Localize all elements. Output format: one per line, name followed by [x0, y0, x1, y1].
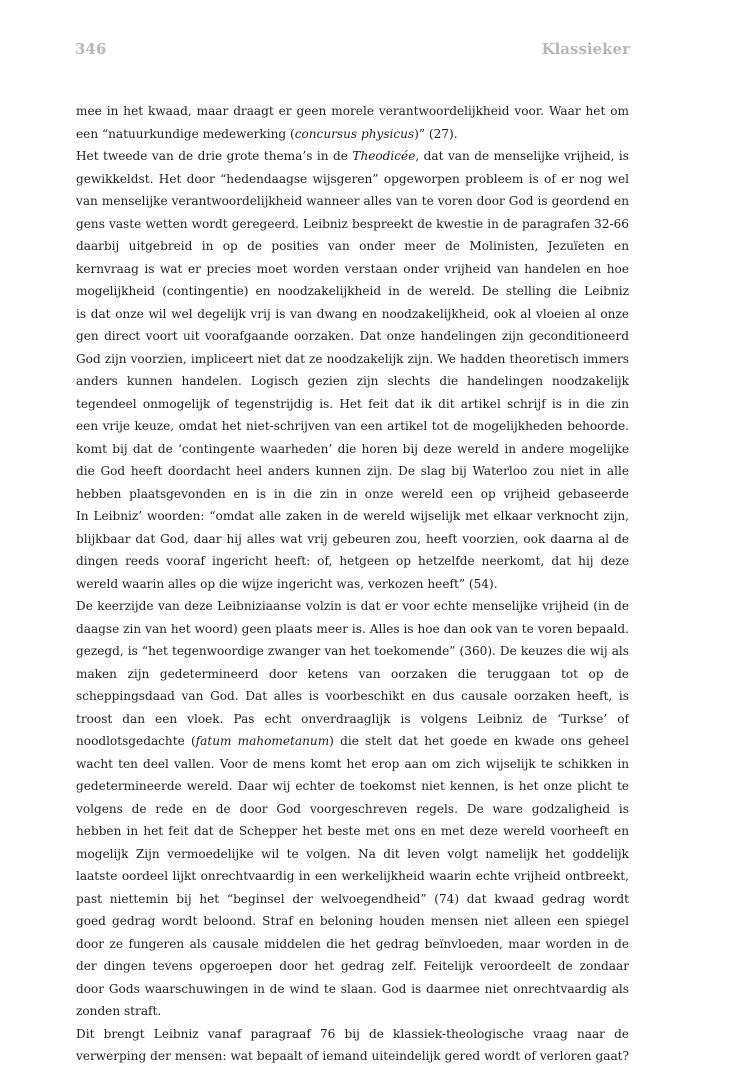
text-run: laatste oordeel lijkt onrechtvaardig in een werkelijkheid waarin echte vrijheid ontbreekt,: [76, 869, 629, 883]
text-run: gezegd, is “het tegenwoordige zwanger van het toekomende” (360). De keuzes die wij als: [76, 644, 629, 658]
text-line: [76, 213, 629, 236]
text-line: [76, 348, 629, 371]
text-run: een “natuurkundige medewerking (: [76, 126, 295, 141]
text-line: [76, 1000, 629, 1023]
text-line: [76, 190, 629, 213]
text-run: daagse zin van het woord) geen plaats meer is. Alles is hoe dan ook van te voren bepaald.: [76, 621, 629, 636]
text-run: Het tweede van de drie grote thema’s in de: [76, 149, 353, 163]
text-run: troost dan een vloek. Pas echt onverdraaglijk is volgens Leibniz de ‘Turkse’ of: [76, 711, 629, 726]
text-line: [76, 303, 629, 326]
italic-term: fatum mahometanum: [195, 734, 330, 748]
text-run: blijkbaar dat God, daar hij alles wat vrij gebeuren zou, heeft voorzien, ook daarna al de: [76, 531, 629, 546]
text-run: God zijn voorzien, impliceert niet dat ze noodzakelijk zijn. We hadden theoretisch immers: [76, 351, 629, 366]
text-line: [76, 168, 629, 191]
text-run: goed gedrag wordt beloond. Straf en beloning houden mensen niet alleen een spiegel: [76, 914, 629, 928]
text-run: wacht ten deel vallen. Voor de mens komt het erop aan om zich wijselijk te schikken in: [76, 756, 629, 771]
text-run: die God heeft doordacht heel anders kunnen zijn. De slag bij Waterloo zou niet in alle: [76, 464, 629, 478]
text-line: [76, 618, 629, 641]
text-line: [76, 235, 629, 258]
text-line: [76, 843, 629, 866]
italic-term: concursus physicus: [294, 126, 415, 141]
text-run: tegendeel onmogelijk of tegenstrijdig is. Het feit dat ik dit artikel schrijf is in die zin: [76, 396, 629, 411]
text-run: mogelijk Zijn vermoedelijke wil te volgen. Na dit leven volgt namelijk het goddelijk: [76, 846, 629, 861]
text-run: zonden straft.: [76, 1004, 162, 1018]
text-line: [76, 663, 629, 686]
text-run: In Leibniz’ woorden: “omdat alle zaken in de wereld wijselijk met elkaar verknocht zijn,: [76, 509, 629, 523]
italic-term: Theodicée: [352, 149, 416, 163]
text-run: )” (27).: [414, 126, 458, 141]
text-run: gewikkeldst. Het door “hedendaagse wijsgeren” opgeworpen probleem is of er nog wel: [76, 171, 629, 186]
text-line: [76, 550, 629, 573]
text-line: [76, 460, 629, 483]
text-run: hebben in het feit dat de Schepper het beste met ons en met deze wereld voorheeft en: [76, 824, 629, 838]
text-run: mogelijkheid (contingentie) en noodzakelijkheid in de wereld. De stelling die Leibniz: [76, 284, 629, 298]
text-run: scheppingsdaad van God. Dat alles is voorbeschikt en dus causale oorzaken heeft, is: [76, 689, 629, 703]
text-line: [76, 1023, 629, 1046]
text-line: [76, 483, 629, 506]
page-header: [75, 40, 630, 62]
text-line: [76, 595, 629, 618]
text-line: [76, 753, 629, 776]
text-line: [76, 865, 629, 888]
page-number: 346: [75, 40, 107, 58]
text-line: [76, 370, 629, 393]
text-run: komt bij dat de ‘contingente waarheden’ die horen bij deze wereld in andere mogelijke: [76, 441, 629, 456]
text-line: [76, 775, 629, 798]
text-run: mee in het kwaad, maar draagt er geen morele verantwoordelijkheid voor. Waar het om: [76, 104, 629, 118]
text-line: [76, 415, 629, 438]
running-head: Klassieker: [541, 40, 630, 58]
text-line: [76, 573, 629, 596]
text-run: volgens de rede en de door God voorgeschreven regels. De ware godzaligheid is: [76, 801, 629, 816]
text-line: [76, 393, 629, 416]
text-line: [76, 438, 629, 461]
text-run: van menselijke verantwoordelijkheid wanneer alles van te voren door God is geordend en: [76, 194, 629, 208]
paragraph: [76, 145, 629, 595]
text-line: [76, 933, 629, 956]
body-text: [76, 100, 629, 1068]
text-run: , dat van de menselijke vrijheid, is: [415, 149, 629, 163]
text-line: [76, 528, 629, 551]
text-line: [76, 280, 629, 303]
text-line: [76, 888, 629, 911]
text-line: [76, 910, 629, 933]
text-run: wereld waarin alles op die wijze ingericht was, verkozen heeft” (54).: [76, 576, 498, 591]
text-run: dingen reeds vooraf ingericht heeft: of, hetgeen op hetzelfde neerkomt, dat hij deze: [76, 554, 629, 568]
text-line: [76, 505, 629, 528]
text-run: past niettemin bij het “beginsel der welvoegendheid” (74) dat kwaad gedrag wordt: [76, 891, 629, 906]
text-run: De keerzijde van deze Leibniziaanse volzin is dat er voor echte menselijke vrijheid (in de: [76, 599, 629, 613]
text-line: [76, 798, 629, 821]
text-run: ) die stelt dat het goede en kwade ons geheel: [329, 734, 629, 748]
text-run: gen direct voort uit voorafgaande oorzaken. Dat onze handelingen zijn geconditioneerd: [76, 329, 629, 343]
text-run: hebben plaatsgevonden en is in die zin in onze wereld een op vrijheid gebaseerde: [76, 486, 629, 501]
text-run: door Gods waarschuwingen in de wind te slaan. God is daarmee niet onrechtvaardig als: [76, 981, 629, 996]
text-run: maken zijn gedetermineerd door ketens van oorzaken die teruggaan tot op de: [76, 666, 629, 681]
text-run: der dingen tevens opgeroepen door het gedrag zelf. Feitelijk veroordeelt de zondaar: [76, 959, 629, 973]
text-line: [76, 730, 629, 753]
text-line: [76, 123, 629, 146]
text-line: [76, 1045, 629, 1068]
text-run: gens vaste wetten wordt geregeerd. Leibniz bespreekt de kwestie in de paragrafen 32-66: [76, 216, 629, 231]
paragraph: [76, 100, 629, 145]
text-line: [76, 100, 629, 123]
text-run: is dat onze wil wel degelijk vrij is van dwang en noodzakelijkheid, ook al vloeien al onze: [76, 306, 629, 321]
text-line: [76, 820, 629, 843]
text-line: [76, 978, 629, 1001]
text-line: [76, 640, 629, 663]
text-line: [76, 955, 629, 978]
paragraph: [76, 1023, 629, 1068]
text-run: door ze fungeren als causale middelen die het gedrag beïnvloeden, maar worden in de: [76, 936, 629, 951]
text-run: anders kunnen handelen. Logisch gezien zijn slechts die handelingen noodzakelijk: [76, 374, 629, 388]
text-line: [76, 145, 629, 168]
text-line: [76, 258, 629, 281]
text-line: [76, 708, 629, 731]
paragraph: [76, 595, 629, 1023]
text-run: een vrije keuze, omdat het niet-schrijven van een artikel tot de mogelijkheden behoorde.: [76, 419, 629, 433]
text-run: verwerping der mensen: wat bepaalt of iemand uiteindelijk gered wordt of verloren gaat?: [76, 1049, 629, 1063]
text-line: [76, 685, 629, 708]
text-run: noodlotsgedachte (: [76, 734, 196, 748]
text-run: Dit brengt Leibniz vanaf paragraaf 76 bij de klassiek-theologische vraag naar de: [76, 1026, 629, 1041]
text-line: [76, 325, 629, 348]
text-run: kernvraag is wat er precies moet worden verstaan onder vrijheid van handelen en hoe: [76, 261, 629, 276]
text-run: gedetermineerde wereld. Daar wij echter de toekomst niet kennen, is het onze plicht te: [76, 779, 629, 793]
text-run: daarbij uitgebreid in op de posities van onder meer de Molinisten, Jezuïeten en: [76, 239, 629, 253]
